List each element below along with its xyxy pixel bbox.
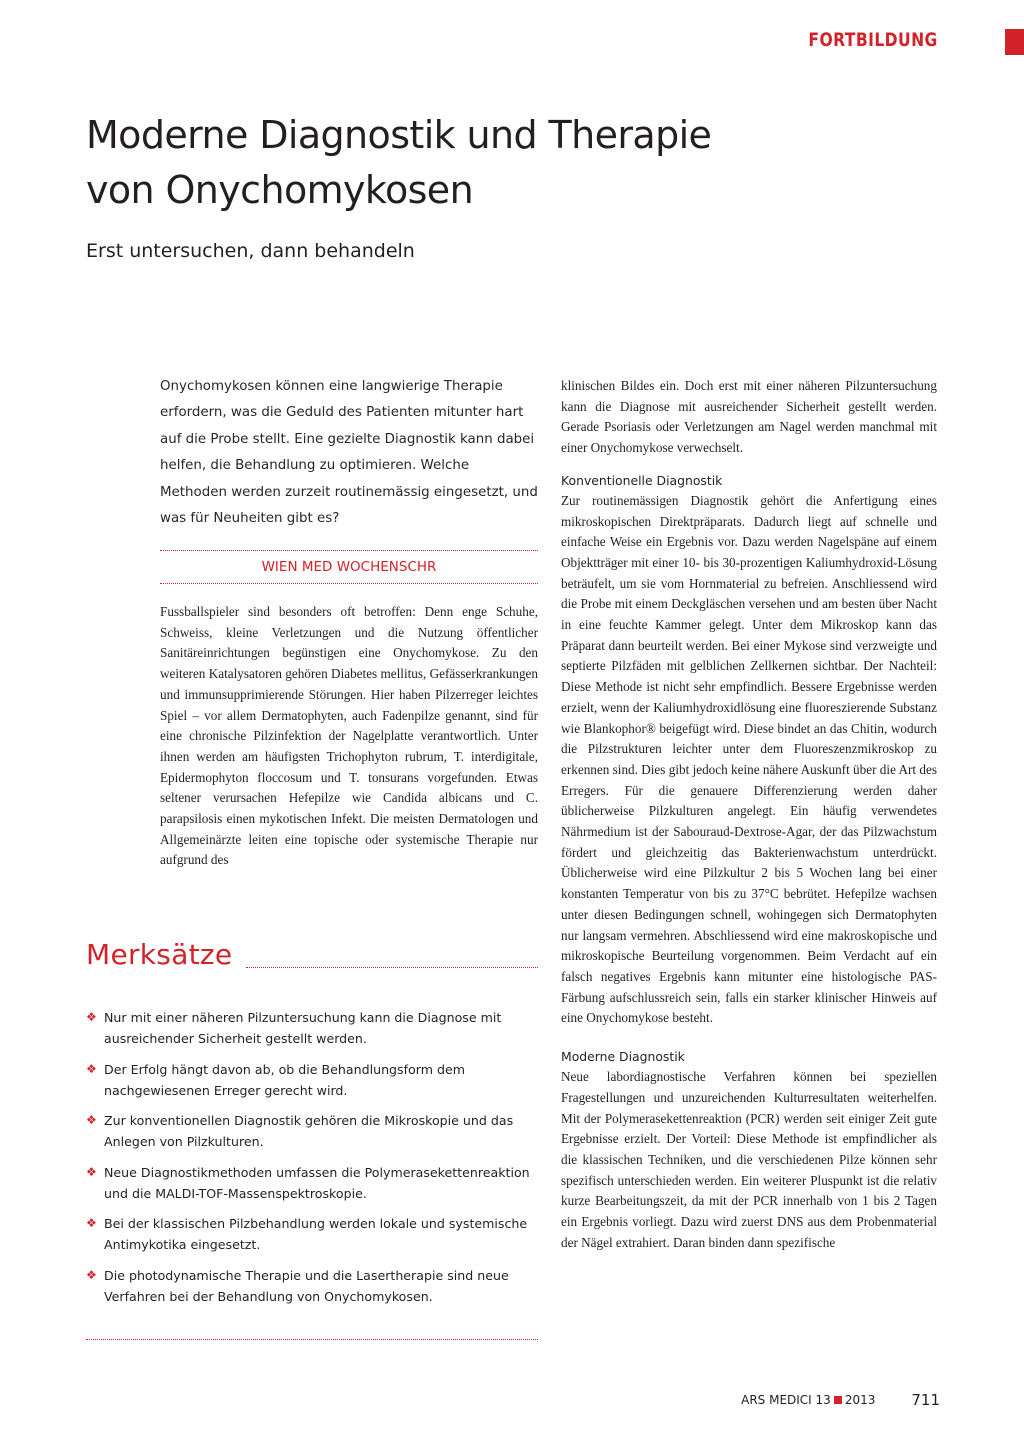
key-point-text: Bei der klassischen Pilzbehandlung werden lokale und systemische Antimykotika eingesetzt. bbox=[104, 1216, 528, 1252]
key-point-item bbox=[86, 1110, 538, 1152]
heading-conventional-diagnostics: Konventionelle Diagnostik bbox=[561, 472, 723, 488]
key-point-item bbox=[86, 1265, 538, 1307]
key-points-list bbox=[86, 1007, 538, 1316]
key-points-bottom-divider bbox=[86, 1339, 538, 1340]
left-body-text: Fussballspieler sind besonders oft betroffen: Denn enge Schuhe, Schweiss, kleine Verletzungen und die Nutzung öffentlicher Sanitäreinrichtungen begünstigen eine Onychomykose. Zu den weiteren Katalysatoren gehören Diabetes mellitus, Gefässerkrankungen und immunsupprimierende Störungen. Hier haben Pilzerreger leichtes Spiel – vor allem Dermatophyten, auch Fadenpilze genannt, sind für eine chronische Pilzinfektion der Nagelplatte verantwortlich. Unter ihnen werden am häufigsten Trichophyton rubrum, T. interdigitale, Epidermophyton floccosum und T. tonsurans vorgefunden. Etwas seltener verursachen Hefepilze wie Candida albicans und C. parapsilosis einen mykotischen Infekt. Die meisten Dermatologen und Allgemeinärzte leiten eine topische oder systemische Therapie nur aufgrund des bbox=[160, 604, 538, 868]
key-point-text: Neue Diagnostikmethoden umfassen die Polymerasekettenreaktion und die MALDI-TOF-Massenspektroskopie. bbox=[104, 1164, 530, 1201]
page-number: 711 bbox=[911, 1391, 940, 1409]
footer-journal: ARS MEDICI 13 bbox=[741, 1393, 831, 1407]
diamond-bullet-icon: ❖ bbox=[86, 1216, 97, 1230]
key-point-item bbox=[86, 1059, 538, 1101]
key-point-item bbox=[86, 1213, 538, 1255]
key-points-title: Merksätze bbox=[86, 938, 233, 971]
diamond-bullet-icon: ❖ bbox=[86, 1164, 97, 1179]
corner-accent-block bbox=[1005, 29, 1024, 55]
key-point-text: Zur konventionellen Diagnostik gehören die Mikroskopie und das Anlegen von Pilzkulturen. bbox=[104, 1113, 514, 1149]
page-footer bbox=[700, 1391, 940, 1409]
key-point-item bbox=[86, 1007, 538, 1049]
heading-modern-diagnostics: Moderne Diagnostik bbox=[561, 1049, 685, 1065]
source-top-divider bbox=[160, 550, 538, 551]
key-point-item bbox=[86, 1162, 538, 1204]
article-title bbox=[86, 108, 711, 218]
title-line-1: Moderne Diagnostik und Therapie bbox=[86, 113, 712, 157]
right-paragraph-3: Neue labordiagnostische Verfahren können bei speziellen Fragestellungen und unzureichenden Kulturresultaten weiterhelfen. Mit der Polymerasekettenreaktion (PCR) werden seit einiger Zeit gute Ergebnisse erzielt. Der Vorteil: Diese Methode ist empfindlicher als die klassischen Techniken, und die verschiedenen Pilze können sehr spezifisch unterschieden werden. Ein weiterer Pluspunkt ist die relativ kurze Bearbeitungszeit, da mit der PCR innerhalb von 1 bis 2 Tagen ein Ergebnis vorliegt. Dazu wird zuerst DNS aus dem Probenmaterial der Nägel extrahiert. Daran binden dann spezifische bbox=[561, 1069, 937, 1250]
section-label: FORTBILDUNG bbox=[808, 29, 938, 51]
footer-year: 2013 bbox=[844, 1393, 876, 1407]
key-point-text: Die photodynamische Therapie und die Lasertherapie sind neue Verfahren bei der Behandlung von Onychomykosen. bbox=[104, 1267, 509, 1304]
diamond-bullet-icon: ❖ bbox=[86, 1267, 97, 1282]
footer-square-icon bbox=[834, 1396, 842, 1404]
key-point-text: Nur mit einer näheren Pilzuntersuchung kann die Diagnose mit ausreichender Sicherheit gestellt werden. bbox=[104, 1010, 502, 1046]
key-point-text: Der Erfolg hängt davon ab, ob die Behandlungsform dem nachgewiesenen Erreger gerecht wird. bbox=[104, 1061, 465, 1098]
source-label: WIEN MED WOCHENSCHR bbox=[261, 559, 437, 575]
lead-paragraph: Onychomykosen können eine langwierige Therapie erfordern, was die Geduld des Patienten mitunter hart auf die Probe stellt. Eine gezielte Diagnostik kann dabei helfen, die Behandlung zu optimieren. Welche Methoden werden zurzeit routinemässig eingesetzt, und was für Neuheiten gibt es? bbox=[160, 379, 538, 527]
title-line-2: von Onychomykosen bbox=[86, 168, 474, 212]
diamond-bullet-icon: ❖ bbox=[86, 1061, 97, 1076]
diamond-bullet-icon: ❖ bbox=[86, 1113, 97, 1127]
key-points-title-divider bbox=[246, 967, 538, 968]
source-bottom-divider bbox=[160, 583, 538, 584]
right-column bbox=[561, 376, 937, 1253]
right-paragraph-1: klinischen Bildes ein. Doch erst mit einer näheren Pilzuntersuchung kann die Diagnose mit ausreichender Sicherheit gestellt werden. Gerade Psoriasis oder Verletzungen am Nagel werden manchmal mit einer Onychomykose verwechselt. bbox=[561, 378, 937, 456]
diamond-bullet-icon: ❖ bbox=[86, 1010, 97, 1024]
right-paragraph-2: Zur routinemässigen Diagnostik gehört die Anfertigung eines mikroskopischen Direktpräparats. Dadurch liegt auf schnelle und einfache Weise ein Ergebnis vor. Dazu werden Nagelspäne auf einem Objektträger mit einer 10- bis 30-prozentigen Kaliumhydroxid-Lösung beträufelt, um sie vom Hornmaterial zu befreien. Anschliessend wird die Probe mit einem Deckgläschen versehen und am besten über Nacht in eine feuchte Kammer gelegt. Unter dem Mikroskop kann das Präparat dann beurteilt werden. Bei einer Mykose sind verzweigte und septierte Pilzfäden mit gelblichen Zellkernen sichtbar. Der Nachteil: Diese Methode ist nicht sehr empfindlich. Bessere Ergebnisse werden erzielt, wenn der Kaliumhydroxidlösung eine fluoreszierende Substanz wie Blankophor® beigefügt wird. Diese bindet an das Chitin, wodurch die Pilzstrukturen leichter unter dem Fluoreszenzmikroskop zu erkennen sind. Dies gibt jedoch keine nähere Auskunft über die Art des Erregers. Für die genauere Differenzierung werden daher üblicherweise Pilzkulturen angelegt. Ein häufig verwendetes Nährmedium ist der Sabouraud-Dextrose-Agar, der das Pilzwachstum fördert und gleichzeitig das Bakterienwachstum unterdrückt. Üblicherweise wird eine Pilzkultur 2 bis 5 Wochen lang bei einer konstanten Temperatur von bis zu 37°C bebrütet. Hefepilze wachsen unter diesen Bedingungen schnell, wohingegen sich Dermatophyten nur langsam vermehren. Abschliessend wird eine makroskopische und mikroskopische Beurteilung vorgenommen. Beim Verdacht auf ein falsch negatives Ergebnis kann mitunter eine histologische PAS-Färbung aufschlussreich sein, falls ein starker klinischer Hinweis auf eine Onychomykose besteht. bbox=[561, 492, 937, 1026]
article-subtitle: Erst untersuchen, dann behandeln bbox=[86, 240, 415, 262]
